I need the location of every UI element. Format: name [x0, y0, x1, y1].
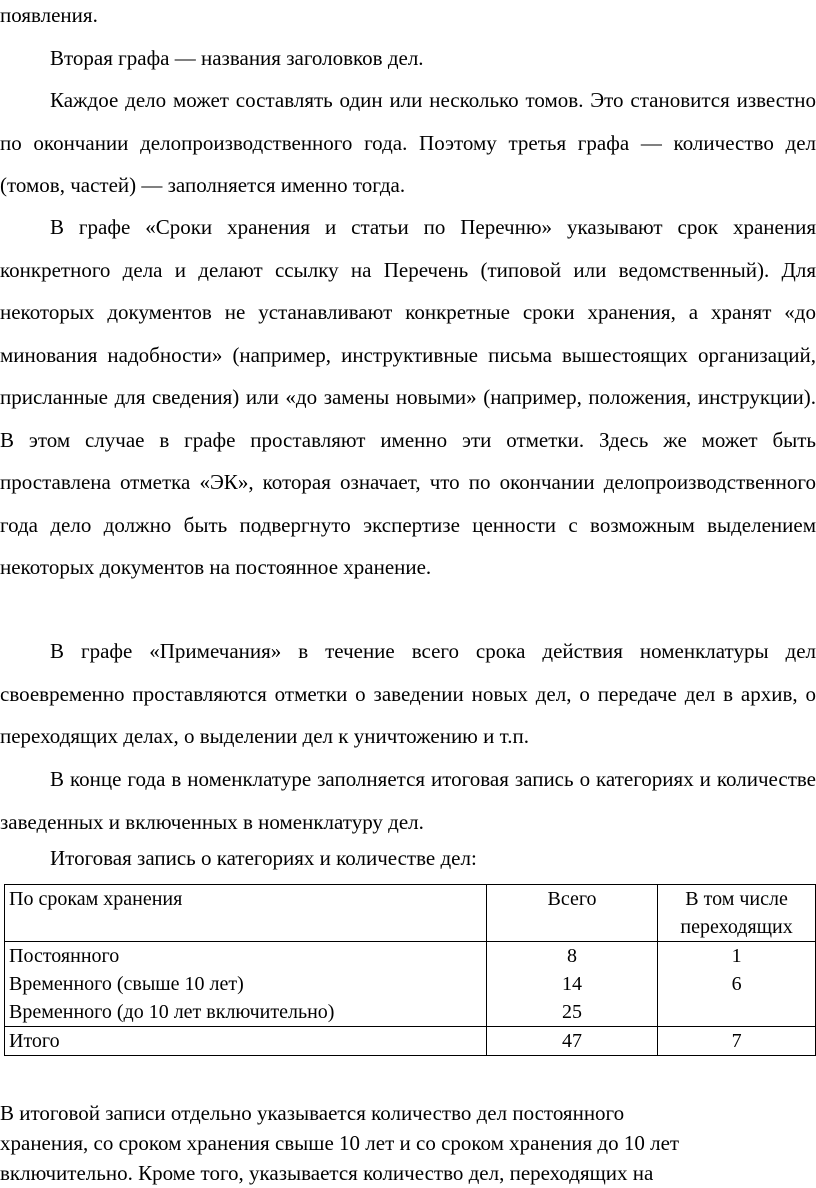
paragraph-continuation: появления.	[0, 3, 98, 27]
transit-permanent: 1	[731, 945, 742, 967]
transit-over-10-years: 6	[731, 973, 742, 995]
total-transit: 7	[658, 1027, 816, 1056]
closing-line-2: хранения, со сроком хранения свыше 10 лет и со сроком хранения до 10 лет	[0, 1131, 680, 1155]
table-caption: Итоговая запись о категориях и количестве дел:	[50, 846, 477, 870]
header-total: Всего	[486, 885, 657, 942]
total-label: Итого	[5, 1027, 487, 1056]
category-up-to-10-years: Временного (до 10 лет включительно)	[9, 1001, 335, 1023]
row-transit-cell	[658, 942, 816, 1027]
table-row	[5, 942, 816, 1027]
paragraph-notes-column: В графе «Примечания» в течение всего срока действия номенклатуры дел своевременно проставляются отметки о заведении новых дел, о передаче дел в архив, о переходящих делах, о выделении дел к уничтожению и т.п.	[0, 639, 816, 748]
closing-line-3: включительно. Кроме того, указывается количество дел, переходящих на	[0, 1161, 654, 1185]
total-sum: 47	[486, 1027, 657, 1056]
table-total-row	[5, 1027, 816, 1056]
header-transit-line2: переходящих	[680, 916, 793, 938]
row-total-cell	[486, 942, 657, 1027]
paragraph-year-end: В конце года в номенклатуре заполняется итоговая запись о категориях и количестве заведенных и включенных в номенклатуру дел.	[0, 767, 816, 834]
row-category-cell	[5, 942, 487, 1027]
total-permanent: 8	[567, 945, 577, 967]
header-transit	[658, 885, 816, 942]
category-over-10-years: Временного (свыше 10 лет)	[9, 973, 244, 995]
paragraph-third-column: Каждое дело может составлять один или несколько томов. Это становится известно по окончании делопроизводственного года. Поэтому третья графа — количество дел (томов, частей) — заполняется именно тогда.	[0, 88, 816, 197]
paragraph-second-column: Вторая графа — названия заголовков дел.	[50, 46, 424, 70]
header-storage-terms: По срокам хранения	[5, 885, 487, 942]
paragraph-storage-terms: В графе «Сроки хранения и статьи по Перечню» указывают срок хранения конкретного дела и делают ссылку на Перечень (типовой или ведомственный). Для некоторых документов не устанавливают конкретные сроки хранения, а хранят «до минования надобности» (например, инструктивные письма вышестоящих организаций, присланные для сведения) или «до замены новыми» (например, положения, инструкции). В этом случае в графе проставляют именно эти отметки. Здесь же может быть проставлена отметка «ЭК», которая означает, что по окончании делопроизводственного года дело должно быть подвергнуто экспертизе ценности с возможным выделением некоторых документов на постоянное хранение.	[0, 215, 816, 579]
header-transit-line1: В том числе	[685, 888, 788, 910]
closing-paragraph	[0, 1098, 816, 1188]
table-header-row	[5, 885, 816, 942]
transit-up-to-10-years	[662, 998, 811, 1026]
total-up-to-10-years: 25	[562, 1001, 582, 1023]
total-over-10-years: 14	[562, 973, 582, 995]
closing-line-1: В итоговой записи отдельно указывается количество дел постоянного	[0, 1101, 625, 1125]
summary-table	[4, 884, 816, 1056]
category-permanent: Постоянного	[9, 945, 120, 967]
